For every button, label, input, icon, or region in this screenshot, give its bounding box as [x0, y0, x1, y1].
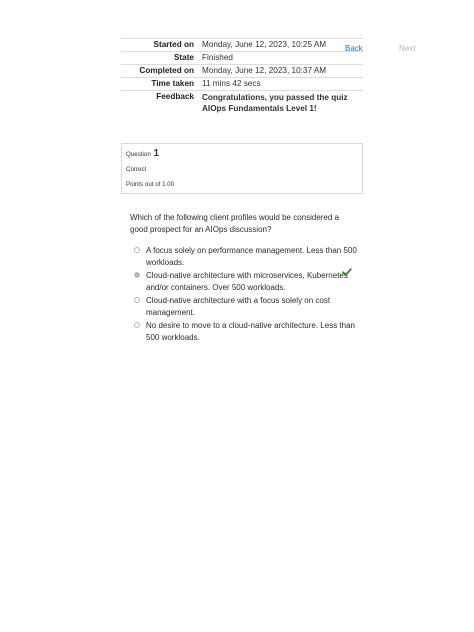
- feedback-label: Feedback: [121, 91, 198, 116]
- radio-button[interactable]: [134, 247, 140, 253]
- state-label: State: [121, 52, 198, 65]
- attempt-summary-table: [121, 38, 363, 115]
- answer-option-3[interactable]: [133, 295, 358, 318]
- radio-button-selected[interactable]: [134, 272, 140, 278]
- radio-button[interactable]: [134, 322, 140, 328]
- question-grade: Points out of 1.00: [126, 181, 175, 188]
- answer-option-4[interactable]: [133, 320, 358, 343]
- answer-text: Cloud-native architecture with a focus solely on cost management.: [146, 296, 331, 317]
- summary-row-time: [121, 78, 363, 91]
- summary-row-completed: [121, 65, 363, 78]
- next-link-disabled: Next: [399, 44, 416, 53]
- check-icon: [342, 267, 352, 277]
- summary-row-feedback: [121, 91, 363, 116]
- state-value: Finished: [198, 52, 363, 65]
- question-number: [126, 148, 159, 159]
- answer-list: [133, 245, 358, 345]
- answer-text: Cloud-native architecture with microservices, Kubernetes and/or containers. Over 500 workloads.: [146, 271, 348, 292]
- summary-row-state: [121, 52, 363, 65]
- started-on-value: Monday, June 12, 2023, 10:25 AM: [198, 39, 363, 52]
- completed-on-value: Monday, June 12, 2023, 10:37 AM: [198, 65, 363, 78]
- answer-option-1[interactable]: [133, 245, 358, 268]
- question-prefix: Question: [126, 151, 151, 158]
- time-taken-label: Time taken: [121, 78, 198, 91]
- completed-on-label: Completed on: [121, 65, 198, 78]
- summary-row-started: [121, 39, 363, 52]
- feedback-value: Congratulations, you passed the quiz AIOps Fundamentals Level 1!: [198, 91, 363, 116]
- question-state: Correct: [126, 166, 147, 173]
- started-on-label: Started on: [121, 39, 198, 52]
- check-mark: [343, 269, 351, 275]
- answer-option-2[interactable]: [133, 270, 358, 293]
- question-info-box: [121, 143, 363, 194]
- question-number-value: 1: [153, 148, 160, 159]
- time-taken-value: 11 mins 42 secs: [198, 78, 363, 91]
- radio-button[interactable]: [134, 297, 140, 303]
- answer-text: No desire to move to a cloud-native architecture. Less than 500 workloads.: [146, 321, 355, 342]
- back-link[interactable]: Back: [345, 44, 363, 53]
- question-text: Which of the following client profiles would be considered a good prospect for an AIOps discussion?: [130, 213, 340, 234]
- answer-text: A focus solely on performance management. Less than 500 workloads.: [146, 246, 357, 267]
